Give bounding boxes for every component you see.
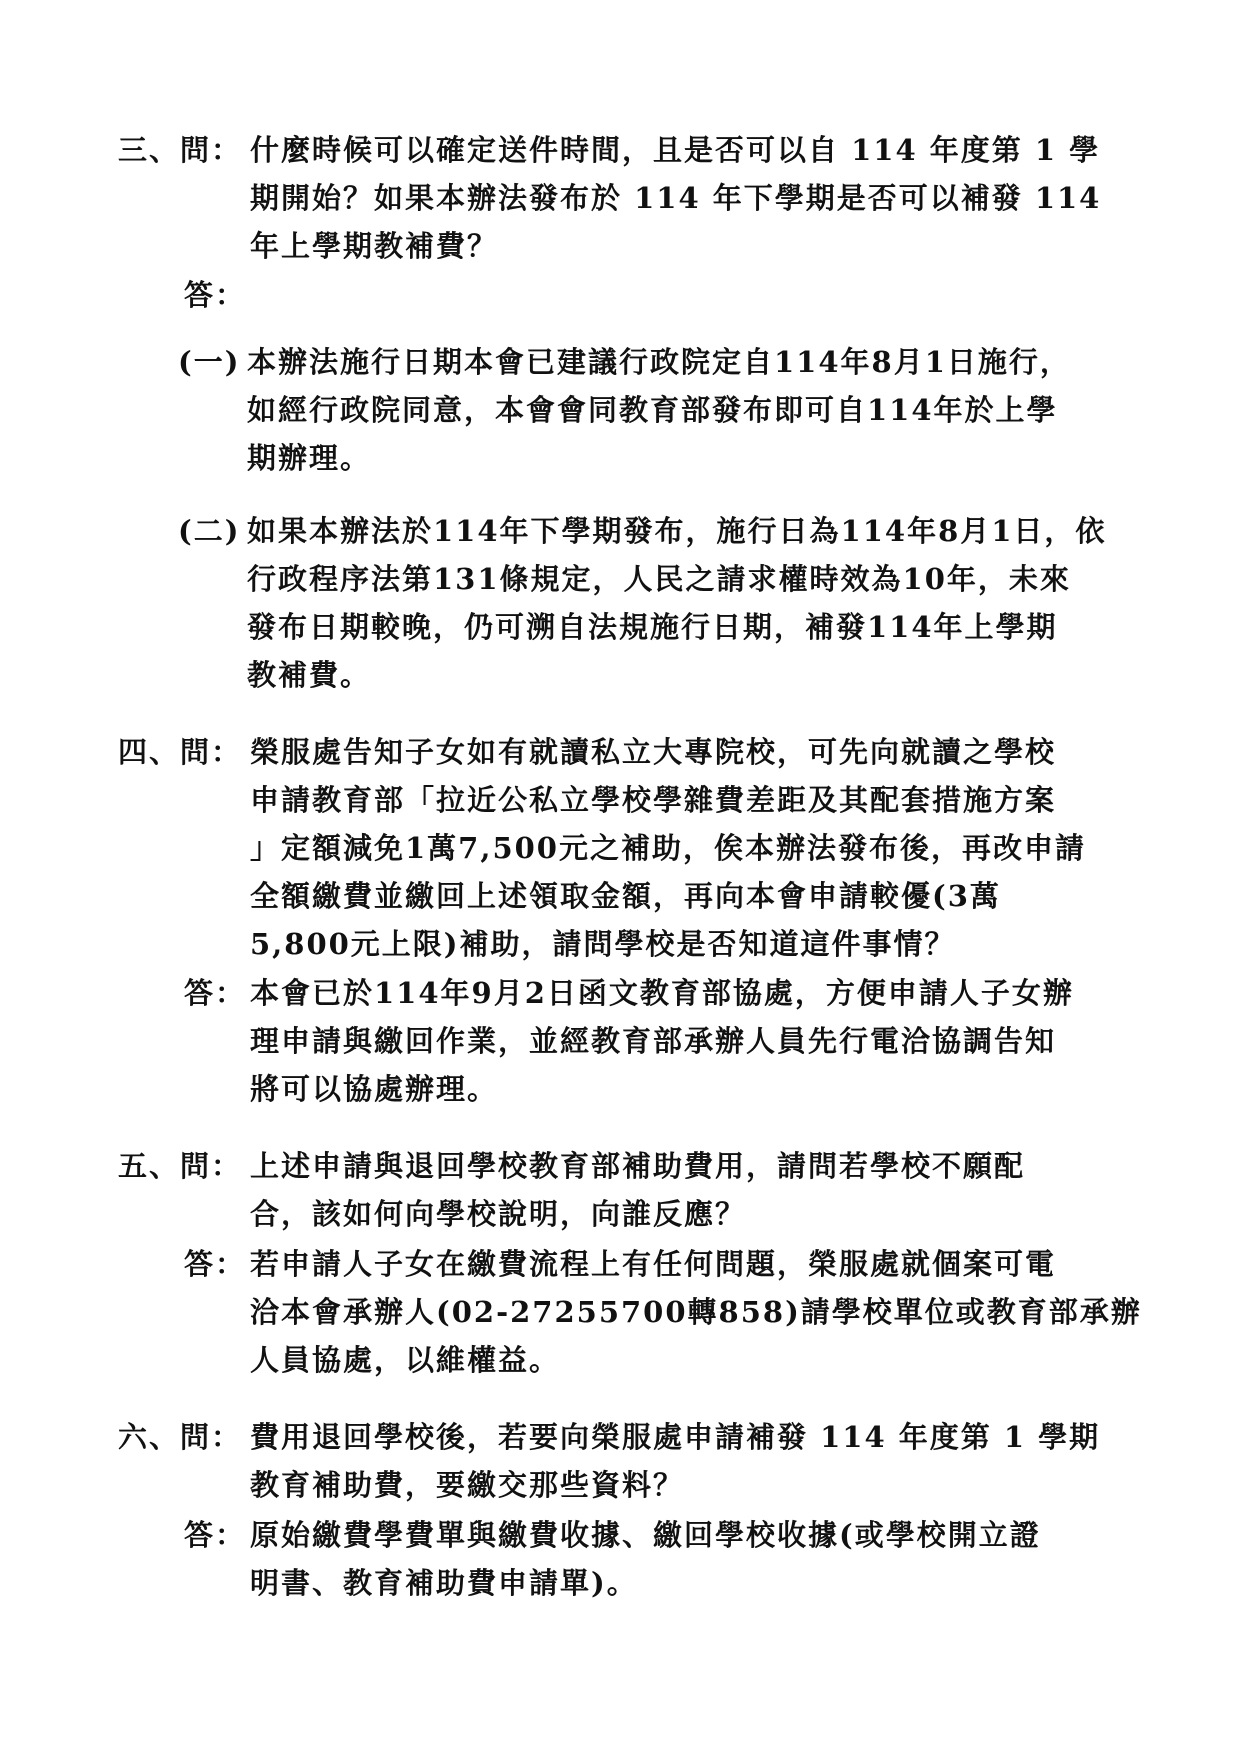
answer-label: 答： — [184, 976, 247, 1010]
sub-item-line: 發布日期較晚，仍可溯自法規施行日期，補發114年上學期 — [247, 610, 1058, 644]
answer-line: 將可以協處辦理。 — [250, 1072, 499, 1106]
answer-line: 理申請與繳回作業，並經教育部承辦人員先行電洽協調告知 — [250, 1024, 1057, 1058]
sub-item-line: 教補費。 — [247, 658, 372, 692]
answer-line: 原始繳費學費單與繳費收據、繳回學校收據(或學校開立證 — [250, 1518, 1041, 1552]
answer-line: 若申請人子女在繳費流程上有任何問題，榮服處就個案可電 — [250, 1247, 1057, 1281]
question-line: 合，該如何向學校說明，向誰反應？ — [250, 1197, 747, 1231]
answer-line: 明書、教育補助費申請單)。 — [250, 1566, 638, 1600]
sub-item-line: 行政程序法第131條規定，人民之請求權時效為10年，未來 — [247, 562, 1071, 596]
sub-item-label: (一) — [178, 345, 241, 379]
answer-label: 答： — [184, 278, 247, 312]
answer-line: 人員協處，以維權益。 — [250, 1343, 561, 1377]
question-label: 四、問： — [118, 735, 243, 769]
question-label: 六、問： — [118, 1420, 243, 1454]
question-line: 」定額減免1萬7,500元之補助，俟本辦法發布後，再改申請 — [250, 831, 1086, 865]
question-line: 申請教育部「拉近公私立學校學雜費差距及其配套措施方案 — [250, 783, 1057, 817]
answer-line: 洽本會承辦人(02-27255700轉858)請學校單位或教育部承辦 — [250, 1295, 1142, 1329]
sub-item-line: 如果本辦法於114年下學期發布，施行日為114年8月1日，依 — [247, 514, 1107, 548]
question-line: 教育補助費，要繳交那些資料？ — [250, 1468, 685, 1502]
sub-item-line: 期辦理。 — [247, 441, 372, 475]
question-line: 上述申請與退回學校教育部補助費用，請問若學校不願配 — [250, 1149, 1026, 1183]
sub-item-line: 如經行政院同意，本會會同教育部發布即可自114年於上學 — [247, 393, 1058, 427]
question-label: 五、問： — [118, 1149, 243, 1183]
answer-label: 答： — [184, 1518, 247, 1552]
question-line: 什麼時候可以確定送件時間，且是否可以自 114 年度第 1 學 — [250, 133, 1101, 167]
question-label: 三、問： — [118, 133, 243, 167]
question-line: 年上學期教補費？ — [250, 229, 499, 263]
sub-item-label: (二) — [178, 514, 241, 548]
answer-label: 答： — [184, 1247, 247, 1281]
sub-item-line: 本辦法施行日期本會已建議行政院定自114年8月1日施行， — [247, 345, 1071, 379]
question-line: 榮服處告知子女如有就讀私立大專院校，可先向就讀之學校 — [250, 735, 1057, 769]
question-line: 5,800元上限)補助，請問學校是否知道這件事情？ — [250, 927, 956, 961]
question-line: 費用退回學校後，若要向榮服處申請補發 114 年度第 1 學期 — [250, 1420, 1101, 1454]
question-line: 全額繳費並繳回上述領取金額，再向本會申請較優(3萬 — [250, 879, 1001, 913]
answer-line: 本會已於114年9月2日函文教育部協處，方便申請人子女辦 — [250, 976, 1074, 1010]
question-line: 期開始？如果本辦法發布於 114 年下學期是否可以補發 114 — [250, 181, 1102, 215]
